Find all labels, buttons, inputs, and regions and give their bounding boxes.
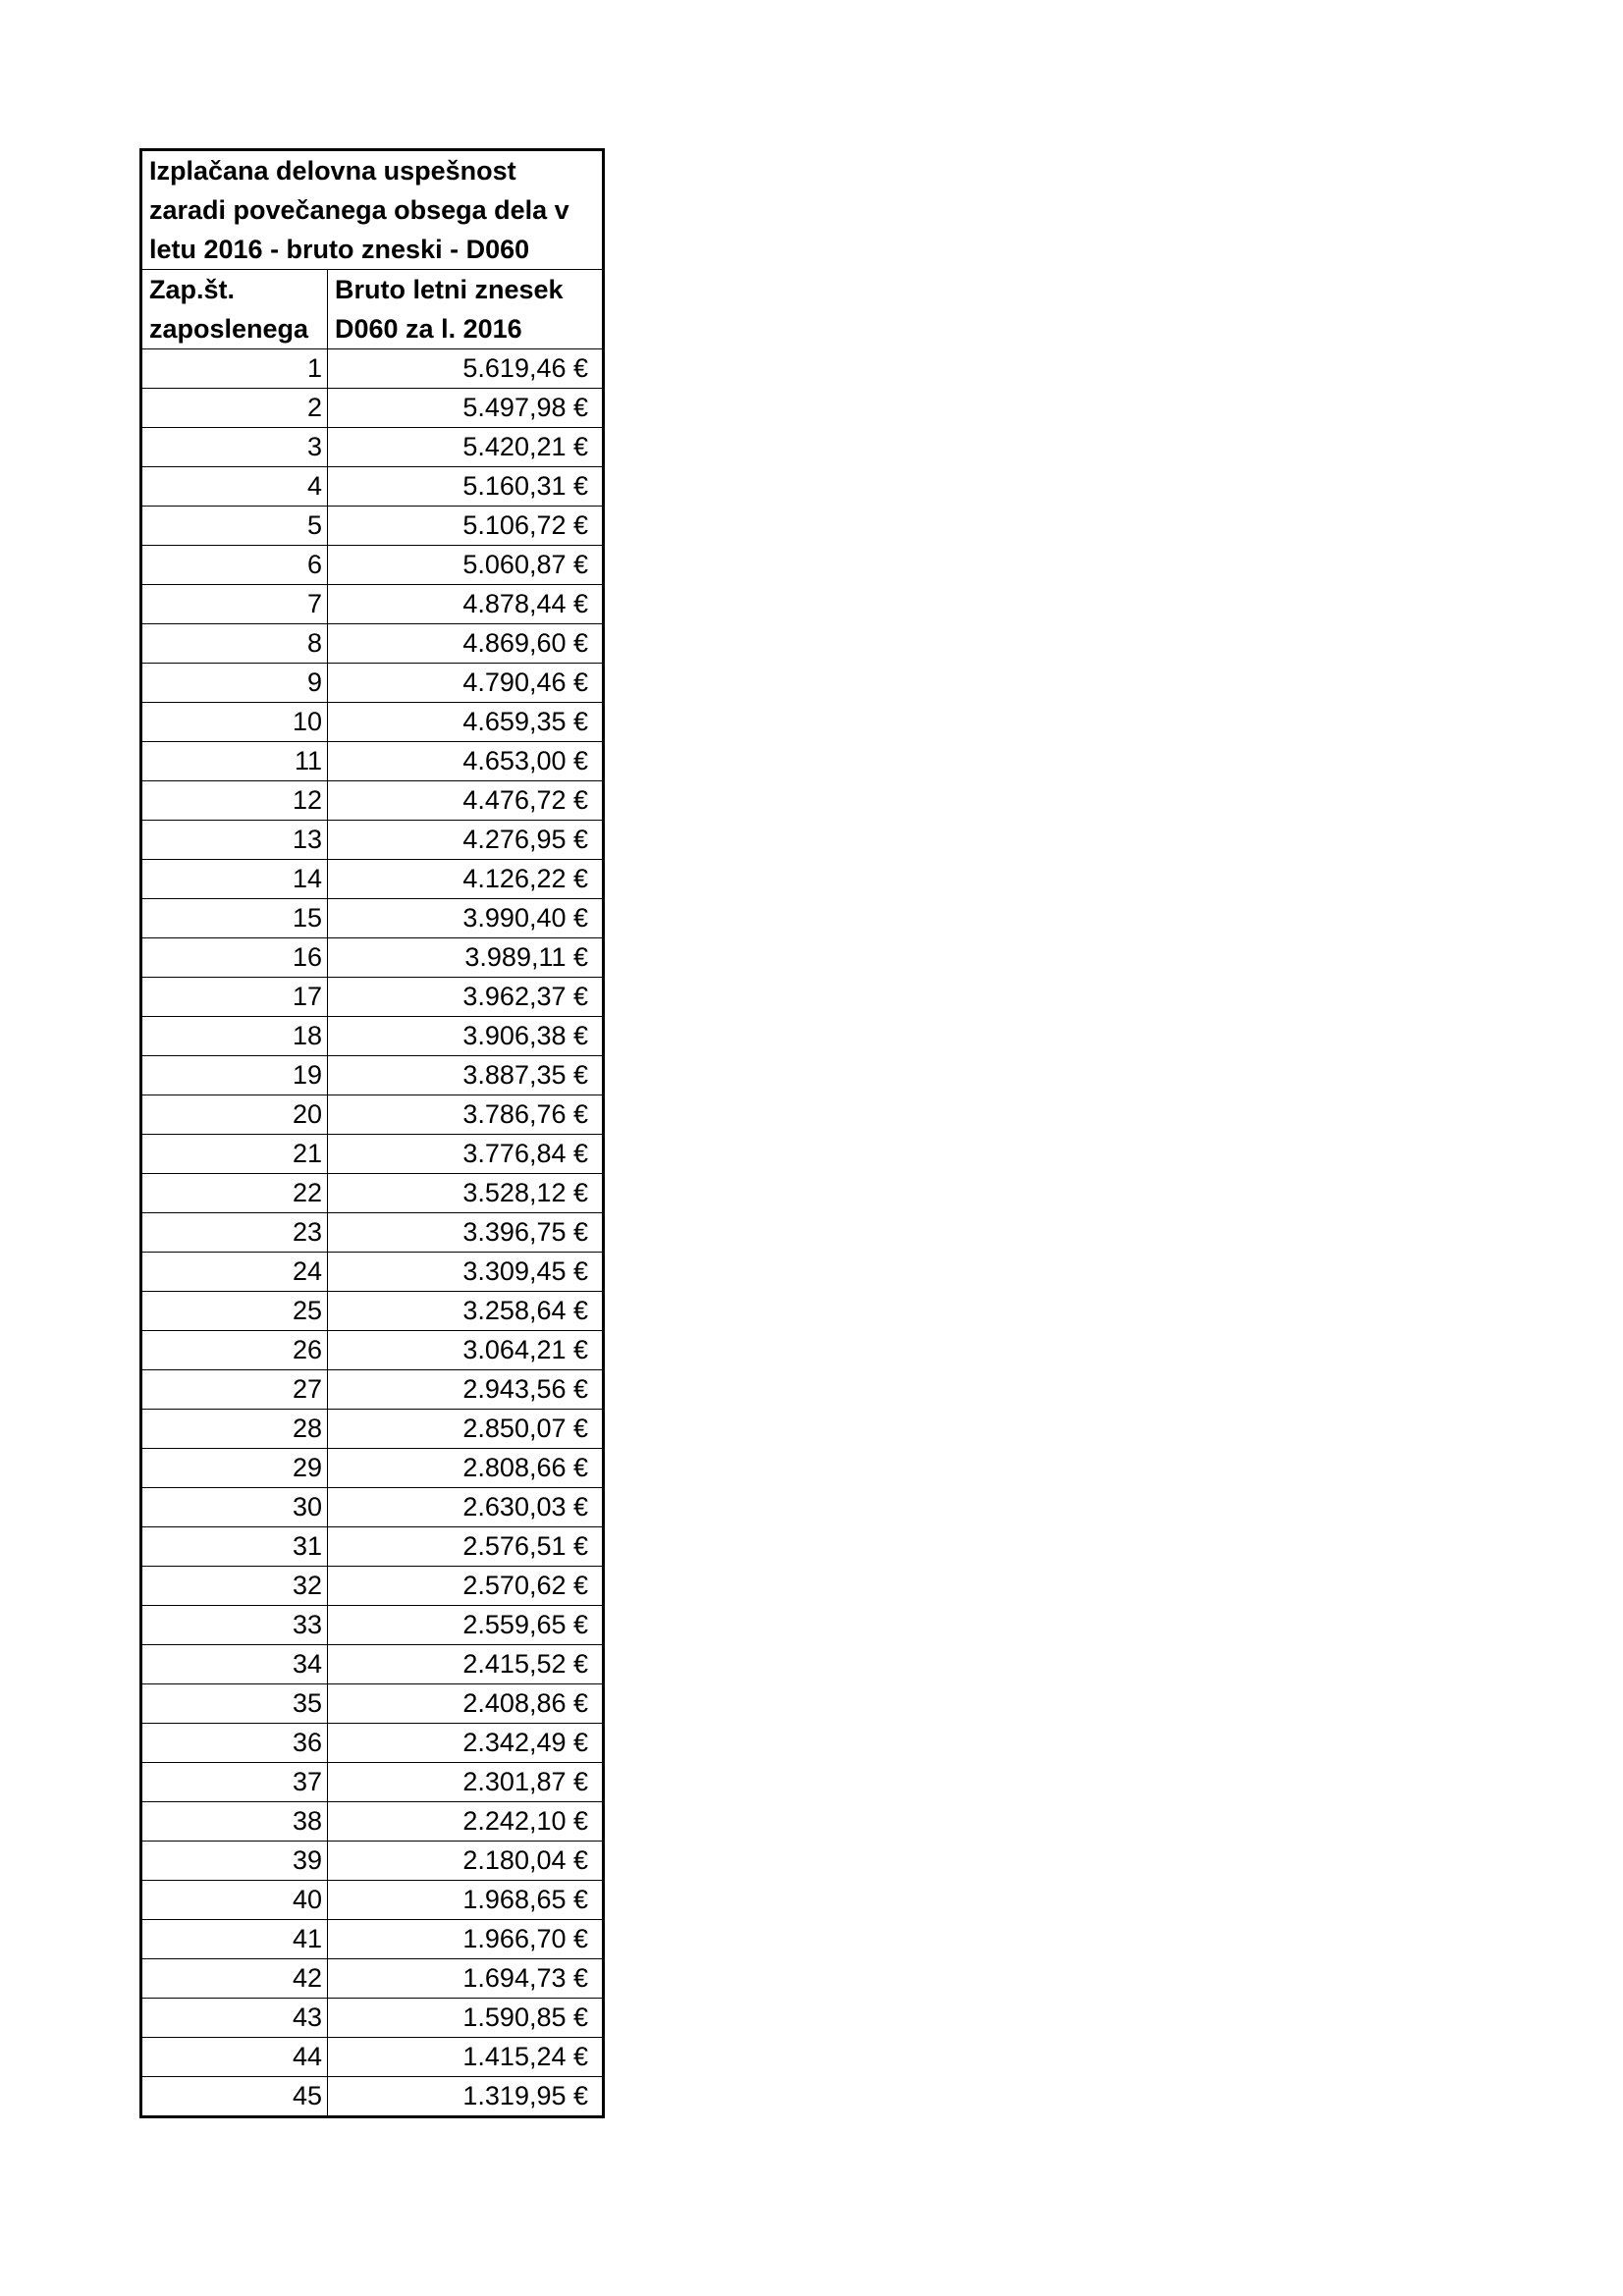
employee-number-cell: 24 xyxy=(141,1253,328,1292)
table-row xyxy=(141,1213,604,1253)
employee-number-cell: 17 xyxy=(141,978,328,1017)
table-row xyxy=(141,1999,604,2038)
table-row xyxy=(141,1842,604,1881)
gross-amount-cell: 3.309,45 € xyxy=(328,1253,604,1292)
gross-amount-cell: 3.962,37 € xyxy=(328,978,604,1017)
gross-amount-cell: 3.528,12 € xyxy=(328,1174,604,1213)
gross-amount-cell: 1.966,70 € xyxy=(328,1920,604,1959)
table-row xyxy=(141,1488,604,1527)
employee-number-cell: 4 xyxy=(141,467,328,507)
table-row xyxy=(141,1763,604,1802)
employee-number-cell: 29 xyxy=(141,1449,328,1488)
gross-amount-cell: 3.776,84 € xyxy=(328,1135,604,1174)
table-row xyxy=(141,1095,604,1135)
employee-number-cell: 8 xyxy=(141,624,328,664)
table-row xyxy=(141,2077,604,2117)
table-row xyxy=(141,978,604,1017)
table-row xyxy=(141,624,604,664)
employee-number-cell: 12 xyxy=(141,781,328,821)
employee-number-cell: 20 xyxy=(141,1095,328,1135)
table-row xyxy=(141,507,604,546)
table-row xyxy=(141,1331,604,1370)
table-row xyxy=(141,1135,604,1174)
gross-amount-cell: 2.301,87 € xyxy=(328,1763,604,1802)
table-row xyxy=(141,1959,604,1999)
employee-number-cell: 44 xyxy=(141,2038,328,2077)
header-row xyxy=(141,270,604,349)
table-row xyxy=(141,1802,604,1842)
employee-number-cell: 18 xyxy=(141,1017,328,1056)
gross-amount-cell: 2.943,56 € xyxy=(328,1370,604,1410)
employee-number-cell: 45 xyxy=(141,2077,328,2117)
table-row xyxy=(141,1645,604,1684)
employee-number-cell: 27 xyxy=(141,1370,328,1410)
table-row xyxy=(141,703,604,742)
gross-amount-cell: 3.887,35 € xyxy=(328,1056,604,1095)
gross-amount-cell: 5.619,46 € xyxy=(328,349,604,389)
table-row xyxy=(141,2038,604,2077)
gross-amount-cell: 5.160,31 € xyxy=(328,467,604,507)
table-row xyxy=(141,1527,604,1567)
employee-number-cell: 16 xyxy=(141,938,328,978)
employee-number-cell: 23 xyxy=(141,1213,328,1253)
employee-number-cell: 28 xyxy=(141,1410,328,1449)
employee-number-cell: 40 xyxy=(141,1881,328,1920)
gross-amount-cell: 2.808,66 € xyxy=(328,1449,604,1488)
table-row xyxy=(141,938,604,978)
gross-amount-cell: 1.694,73 € xyxy=(328,1959,604,1999)
gross-amount-cell: 2.630,03 € xyxy=(328,1488,604,1527)
employee-number-cell: 1 xyxy=(141,349,328,389)
gross-amount-cell: 1.415,24 € xyxy=(328,2038,604,2077)
employee-number-cell: 15 xyxy=(141,899,328,938)
employee-number-cell: 19 xyxy=(141,1056,328,1095)
gross-amount-cell: 3.396,75 € xyxy=(328,1213,604,1253)
table-row xyxy=(141,821,604,860)
gross-amount-cell: 3.906,38 € xyxy=(328,1017,604,1056)
table-row xyxy=(141,1449,604,1488)
gross-amount-cell: 1.590,85 € xyxy=(328,1999,604,2038)
employee-number-cell: 34 xyxy=(141,1645,328,1684)
gross-amount-cell: 4.790,46 € xyxy=(328,664,604,703)
gross-amount-cell: 3.989,11 € xyxy=(328,938,604,978)
employee-number-cell: 37 xyxy=(141,1763,328,1802)
header-gross-amount: Bruto letni znesek D060 za l. 2016 xyxy=(328,270,604,349)
employee-number-cell: 10 xyxy=(141,703,328,742)
employee-number-cell: 35 xyxy=(141,1684,328,1724)
gross-amount-cell: 5.106,72 € xyxy=(328,507,604,546)
employee-number-cell: 6 xyxy=(141,546,328,585)
gross-amount-cell: 4.878,44 € xyxy=(328,585,604,624)
gross-amount-cell: 4.126,22 € xyxy=(328,860,604,899)
table-row xyxy=(141,428,604,467)
table-row xyxy=(141,742,604,781)
gross-amount-cell: 4.276,95 € xyxy=(328,821,604,860)
header-employee-number: Zap.št. zaposlenega xyxy=(141,270,328,349)
table-row xyxy=(141,349,604,389)
table-row xyxy=(141,1920,604,1959)
employee-number-cell: 5 xyxy=(141,507,328,546)
gross-amount-cell: 4.653,00 € xyxy=(328,742,604,781)
table-row xyxy=(141,546,604,585)
table-row xyxy=(141,1724,604,1763)
table-row xyxy=(141,389,604,428)
table-row xyxy=(141,781,604,821)
table-row xyxy=(141,585,604,624)
employee-number-cell: 33 xyxy=(141,1606,328,1645)
table-row xyxy=(141,1017,604,1056)
table-row xyxy=(141,1292,604,1331)
gross-amount-cell: 5.497,98 € xyxy=(328,389,604,428)
gross-amount-cell: 3.258,64 € xyxy=(328,1292,604,1331)
gross-amount-cell: 3.064,21 € xyxy=(328,1331,604,1370)
table-row xyxy=(141,860,604,899)
payout-table-body xyxy=(141,150,604,2117)
employee-number-cell: 36 xyxy=(141,1724,328,1763)
employee-number-cell: 25 xyxy=(141,1292,328,1331)
employee-number-cell: 43 xyxy=(141,1999,328,2038)
employee-number-cell: 22 xyxy=(141,1174,328,1213)
employee-number-cell: 2 xyxy=(141,389,328,428)
employee-number-cell: 38 xyxy=(141,1802,328,1842)
employee-number-cell: 3 xyxy=(141,428,328,467)
gross-amount-cell: 2.570,62 € xyxy=(328,1567,604,1606)
gross-amount-cell: 5.420,21 € xyxy=(328,428,604,467)
employee-number-cell: 7 xyxy=(141,585,328,624)
gross-amount-cell: 1.319,95 € xyxy=(328,2077,604,2117)
employee-number-cell: 11 xyxy=(141,742,328,781)
employee-number-cell: 41 xyxy=(141,1920,328,1959)
table-row xyxy=(141,664,604,703)
employee-number-cell: 32 xyxy=(141,1567,328,1606)
table-row xyxy=(141,899,604,938)
gross-amount-cell: 2.559,65 € xyxy=(328,1606,604,1645)
table-row xyxy=(141,1606,604,1645)
employee-number-cell: 9 xyxy=(141,664,328,703)
gross-amount-cell: 2.242,10 € xyxy=(328,1802,604,1842)
table-row xyxy=(141,1881,604,1920)
gross-amount-cell: 2.408,86 € xyxy=(328,1684,604,1724)
gross-amount-cell: 3.990,40 € xyxy=(328,899,604,938)
table-row xyxy=(141,467,604,507)
employee-number-cell: 21 xyxy=(141,1135,328,1174)
employee-number-cell: 14 xyxy=(141,860,328,899)
gross-amount-cell: 2.850,07 € xyxy=(328,1410,604,1449)
table-row xyxy=(141,1253,604,1292)
table-row xyxy=(141,1056,604,1095)
employee-number-cell: 31 xyxy=(141,1527,328,1567)
table-row xyxy=(141,1410,604,1449)
employee-number-cell: 13 xyxy=(141,821,328,860)
table-row xyxy=(141,1684,604,1724)
gross-amount-cell: 4.476,72 € xyxy=(328,781,604,821)
title-row xyxy=(141,150,604,270)
table-row xyxy=(141,1174,604,1213)
payout-table xyxy=(139,148,605,2118)
gross-amount-cell: 4.659,35 € xyxy=(328,703,604,742)
gross-amount-cell: 3.786,76 € xyxy=(328,1095,604,1135)
gross-amount-cell: 2.576,51 € xyxy=(328,1527,604,1567)
employee-number-cell: 30 xyxy=(141,1488,328,1527)
employee-number-cell: 42 xyxy=(141,1959,328,1999)
gross-amount-cell: 5.060,87 € xyxy=(328,546,604,585)
table-row xyxy=(141,1567,604,1606)
gross-amount-cell: 4.869,60 € xyxy=(328,624,604,664)
table-title: Izplačana delovna uspešnost zaradi povečanega obsega dela v letu 2016 - bruto zneski - D060 xyxy=(141,150,604,270)
gross-amount-cell: 1.968,65 € xyxy=(328,1881,604,1920)
gross-amount-cell: 2.342,49 € xyxy=(328,1724,604,1763)
employee-number-cell: 39 xyxy=(141,1842,328,1881)
gross-amount-cell: 2.415,52 € xyxy=(328,1645,604,1684)
table-row xyxy=(141,1370,604,1410)
employee-number-cell: 26 xyxy=(141,1331,328,1370)
gross-amount-cell: 2.180,04 € xyxy=(328,1842,604,1881)
